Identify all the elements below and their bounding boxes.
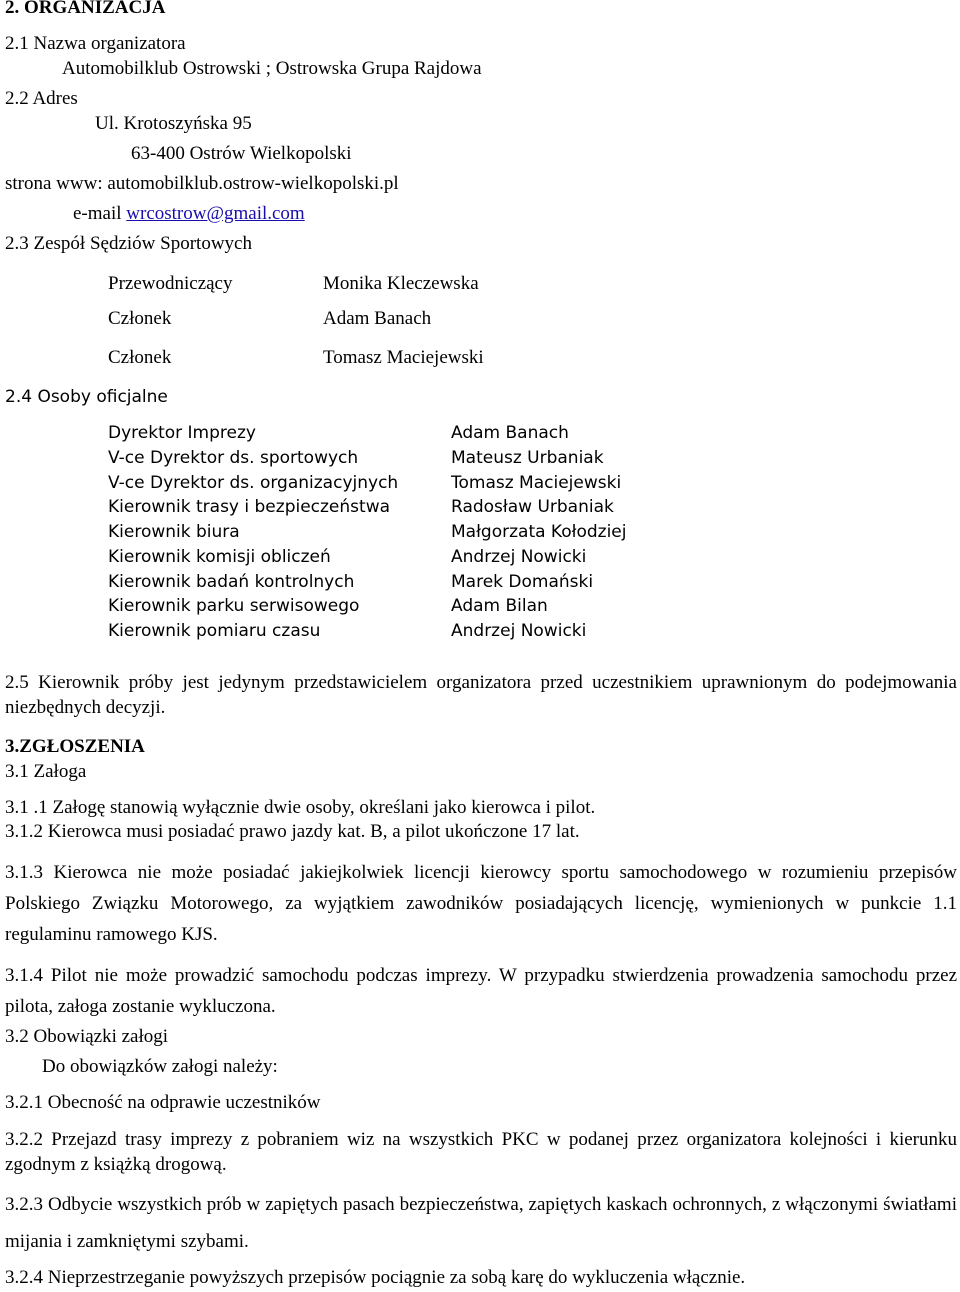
section-2-3-label: 2.3 Zespół Sędziów Sportowych: [5, 233, 252, 254]
official-name: Adam Banach: [451, 423, 569, 443]
email-line: [73, 203, 305, 226]
section-3-2-4-paragraph: 3.2.4 Nieprzestrzeganie powyższych przepisów pociągnie za sobą karę do wykluczenia włącznie.: [5, 1267, 746, 1288]
organizer-name: Automobilklub Ostrowski ; Ostrowska Grupa Rajdowa: [62, 58, 482, 79]
section-3-2-label: 3.2 Obowiązki załogi: [5, 1026, 169, 1047]
email-link[interactable]: wrcostrow@gmail.com: [126, 203, 305, 224]
official-name: Małgorzata Kołodziej: [451, 522, 627, 542]
official-role: V-ce Dyrektor ds. organizacyjnych: [108, 473, 399, 493]
section-3-1-4-paragraph: 3.1.4 Pilot nie może prowadzić samochodu podczas imprezy. W przypadku stwierdzenia prowadzenia samochodu przez pilota, załoga zostanie wykluczona.: [5, 965, 957, 1017]
official-role: V-ce Dyrektor ds. sportowych: [108, 448, 359, 468]
judge-role: Przewodniczący: [108, 273, 233, 294]
address-street: Ul. Krotoszyńska 95: [95, 113, 252, 134]
website: strona www: automobilklub.ostrow-wielkopolski.pl: [5, 173, 399, 194]
section-2-4-label: 2.4 Osoby oficjalne: [5, 387, 168, 407]
official-role: Kierownik komisji obliczeń: [108, 547, 331, 567]
section-2-5-paragraph: 2.5 Kierownik próby jest jedynym przedstawicielem organizatora przed uczestnikiem uprawnionym do podejmowania niezbędnych decyzji.: [5, 672, 957, 718]
section-3-1-1-paragraph: 3.1 .1 Załogę stanowią wyłącznie dwie osoby, określani jako kierowca i pilot.: [5, 797, 596, 818]
official-role: Kierownik badań kontrolnych: [108, 572, 355, 592]
judge-role: Członek: [108, 347, 172, 368]
section-3-2-intro: Do obowiązków załogi należy:: [42, 1056, 278, 1077]
section-3-2-1-paragraph: 3.2.1 Obecność na odprawie uczestników: [5, 1092, 321, 1113]
section-heading-organizacja: 2. ORGANIZACJA: [5, 0, 166, 18]
section-3-1-3-paragraph: 3.1.3 Kierowca nie może posiadać jakiejkolwiek licencji kierowcy sportu samochodowego w rozumieniu przepisów Polskiego Związku Motorowego, za wyjątkiem zawodników posiadających licencję, wymienionych w punkcie 1.1 regulaminu ramowego KJS.: [5, 862, 957, 945]
official-name: Andrzej Nowicki: [451, 621, 587, 641]
official-name: Marek Domański: [451, 572, 594, 592]
official-name: Andrzej Nowicki: [451, 547, 587, 567]
email-prefix: e-mail: [73, 203, 127, 224]
official-role: Kierownik trasy i bezpieczeństwa: [108, 497, 391, 517]
official-name: Adam Bilan: [451, 596, 548, 616]
section-2-2-label: 2.2 Adres: [5, 88, 78, 109]
section-3-2-2-paragraph: 3.2.2 Przejazd trasy imprezy z pobraniem wiz na wszystkich PKC w podanej przez organizatora kolejności i kierunku zgodnym z książką drogową.: [5, 1129, 957, 1175]
official-name: Radosław Urbaniak: [451, 497, 614, 517]
address-city: 63-400 Ostrów Wielkopolski: [131, 143, 352, 164]
judge-name: Tomasz Maciejewski: [323, 347, 484, 368]
official-role: Kierownik biura: [108, 522, 240, 542]
judge-name: Monika Kleczewska: [323, 273, 479, 294]
official-name: Tomasz Maciejewski: [451, 473, 622, 493]
section-3-1-label: 3.1 Załoga: [5, 761, 87, 782]
section-heading-zgloszenia: 3.ZGŁOSZENIA: [5, 736, 145, 757]
official-role: Kierownik pomiaru czasu: [108, 621, 321, 641]
section-3-1-2-paragraph: 3.1.2 Kierowca musi posiadać prawo jazdy kat. B, a pilot ukończone 17 lat.: [5, 821, 580, 842]
judge-role: Członek: [108, 308, 172, 329]
official-role: Dyrektor Imprezy: [108, 423, 256, 443]
official-role: Kierownik parku serwisowego: [108, 596, 360, 616]
section-3-2-3-paragraph: 3.2.3 Odbycie wszystkich prób w zapiętych pasach bezpieczeństwa, zapiętych kaskach ochronnych, z włączonymi światłami mijania i zamkniętymi szybami.: [5, 1194, 957, 1252]
judge-name: Adam Banach: [323, 308, 432, 329]
section-2-1-label: 2.1 Nazwa organizatora: [5, 33, 186, 54]
official-name: Mateusz Urbaniak: [451, 448, 604, 468]
